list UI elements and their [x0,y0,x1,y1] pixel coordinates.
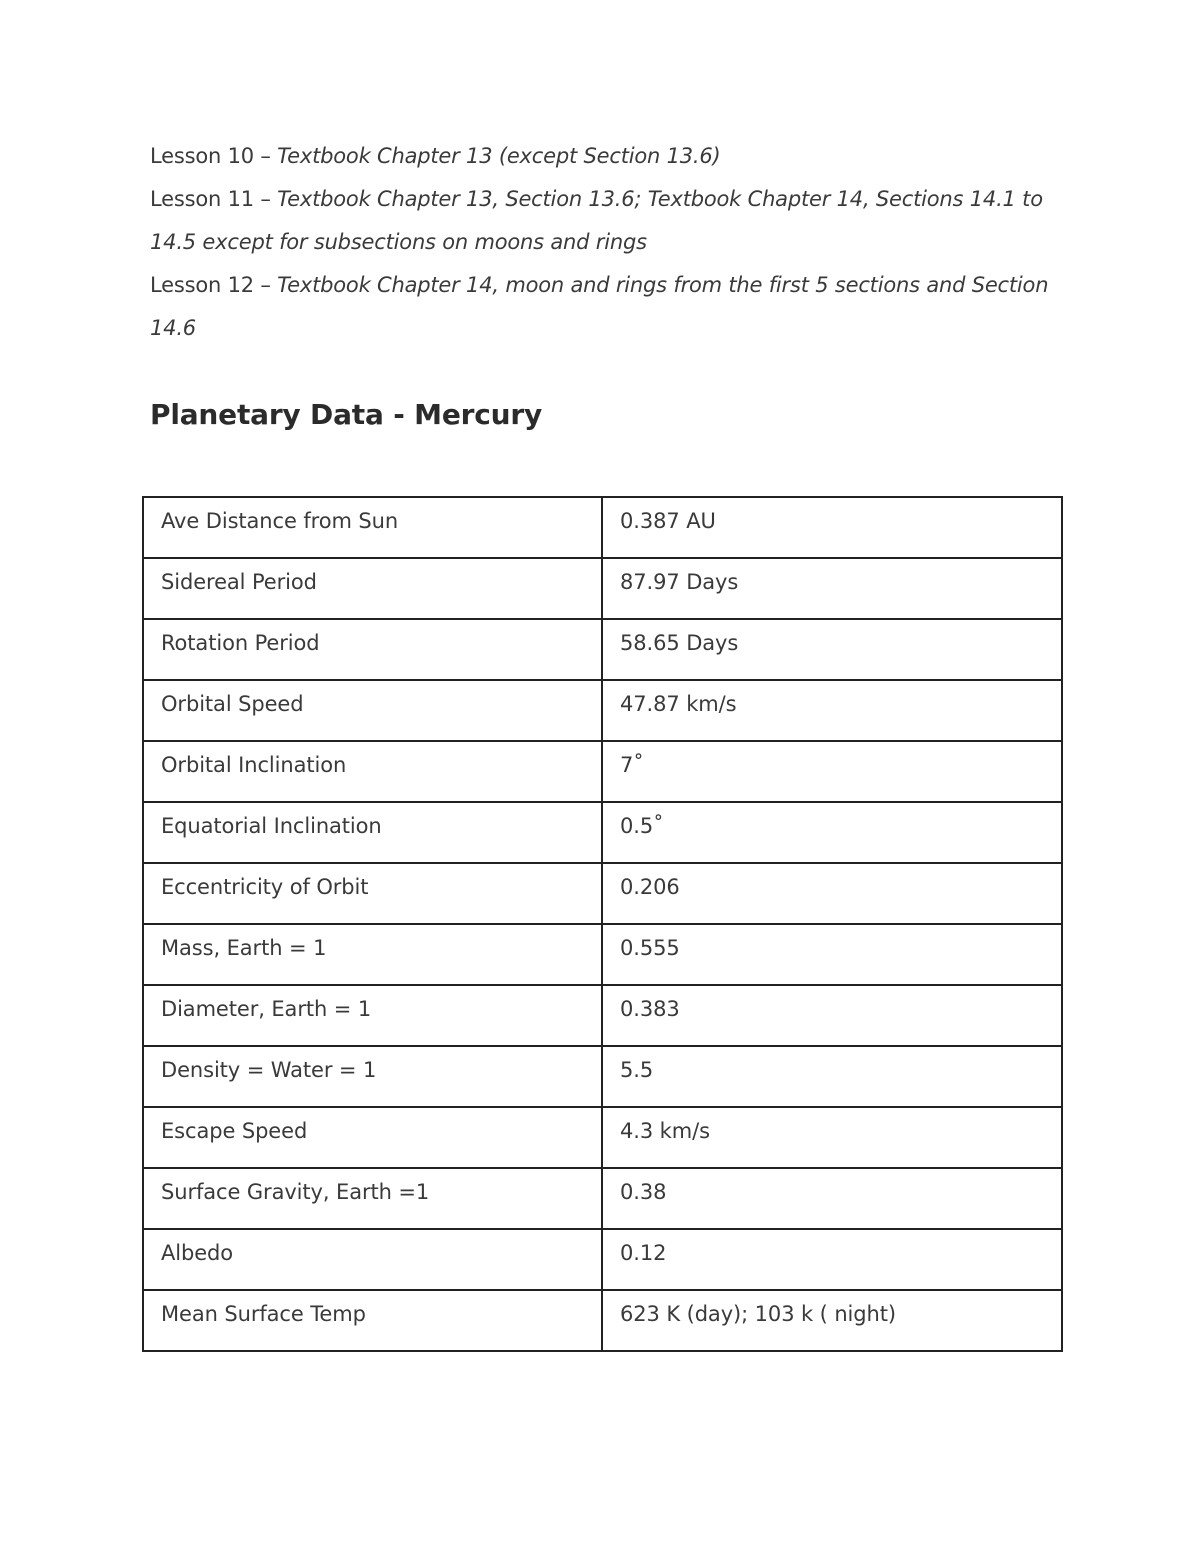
lesson-reference: Textbook Chapter 13, Section 13.6; Textbook Chapter 14, Sections 14.1 to 14.5 except for subsections on moons and rings [150,187,1043,254]
value-cell: 0.383 [602,985,1062,1046]
value-cell: 58.65 Days [602,619,1062,680]
table-row [143,1290,1062,1351]
lesson-line [150,135,1050,178]
value-cell: 87.97 Days [602,558,1062,619]
value-cell: 0.555 [602,924,1062,985]
table-row [143,741,1062,802]
table-row [143,924,1062,985]
property-cell: Equatorial Inclination [143,802,602,863]
table-row [143,619,1062,680]
table-row [143,863,1062,924]
table-row [143,1046,1062,1107]
property-cell: Orbital Speed [143,680,602,741]
lesson-label: Lesson 10 – [150,144,278,168]
table-row [143,985,1062,1046]
value-cell: 0.387 AU [602,497,1062,558]
value-cell: 623 K (day); 103 k ( night) [602,1290,1062,1351]
section-title: Planetary Data - Mercury [150,398,543,431]
lesson-label: Lesson 12 – [150,273,278,297]
table-row [143,558,1062,619]
value-cell: 0.38 [602,1168,1062,1229]
lesson-label: Lesson 11 – [150,187,278,211]
property-cell: Surface Gravity, Earth =1 [143,1168,602,1229]
value-cell: 0.12 [602,1229,1062,1290]
table-row [143,802,1062,863]
lesson-line [150,264,1050,350]
lesson-reference: Textbook Chapter 13 (except Section 13.6) [277,144,721,168]
value-cell: 4.3 km/s [602,1107,1062,1168]
value-cell: 7˚ [602,741,1062,802]
value-cell: 0.206 [602,863,1062,924]
property-cell: Sidereal Period [143,558,602,619]
table-row [143,680,1062,741]
planetary-data-table [142,496,1063,1352]
table-row [143,497,1062,558]
table-row [143,1168,1062,1229]
lesson-list [150,135,1050,350]
table-row [143,1229,1062,1290]
property-cell: Mean Surface Temp [143,1290,602,1351]
property-cell: Orbital Inclination [143,741,602,802]
property-cell: Eccentricity of Orbit [143,863,602,924]
property-cell: Escape Speed [143,1107,602,1168]
property-cell: Density = Water = 1 [143,1046,602,1107]
property-cell: Albedo [143,1229,602,1290]
table-row [143,1107,1062,1168]
lesson-line [150,178,1050,264]
property-cell: Diameter, Earth = 1 [143,985,602,1046]
property-cell: Ave Distance from Sun [143,497,602,558]
value-cell: 47.87 km/s [602,680,1062,741]
value-cell: 0.5˚ [602,802,1062,863]
value-cell: 5.5 [602,1046,1062,1107]
property-cell: Mass, Earth = 1 [143,924,602,985]
lesson-reference: Textbook Chapter 14, moon and rings from the first 5 sections and Section 14.6 [150,273,1049,340]
property-cell: Rotation Period [143,619,602,680]
